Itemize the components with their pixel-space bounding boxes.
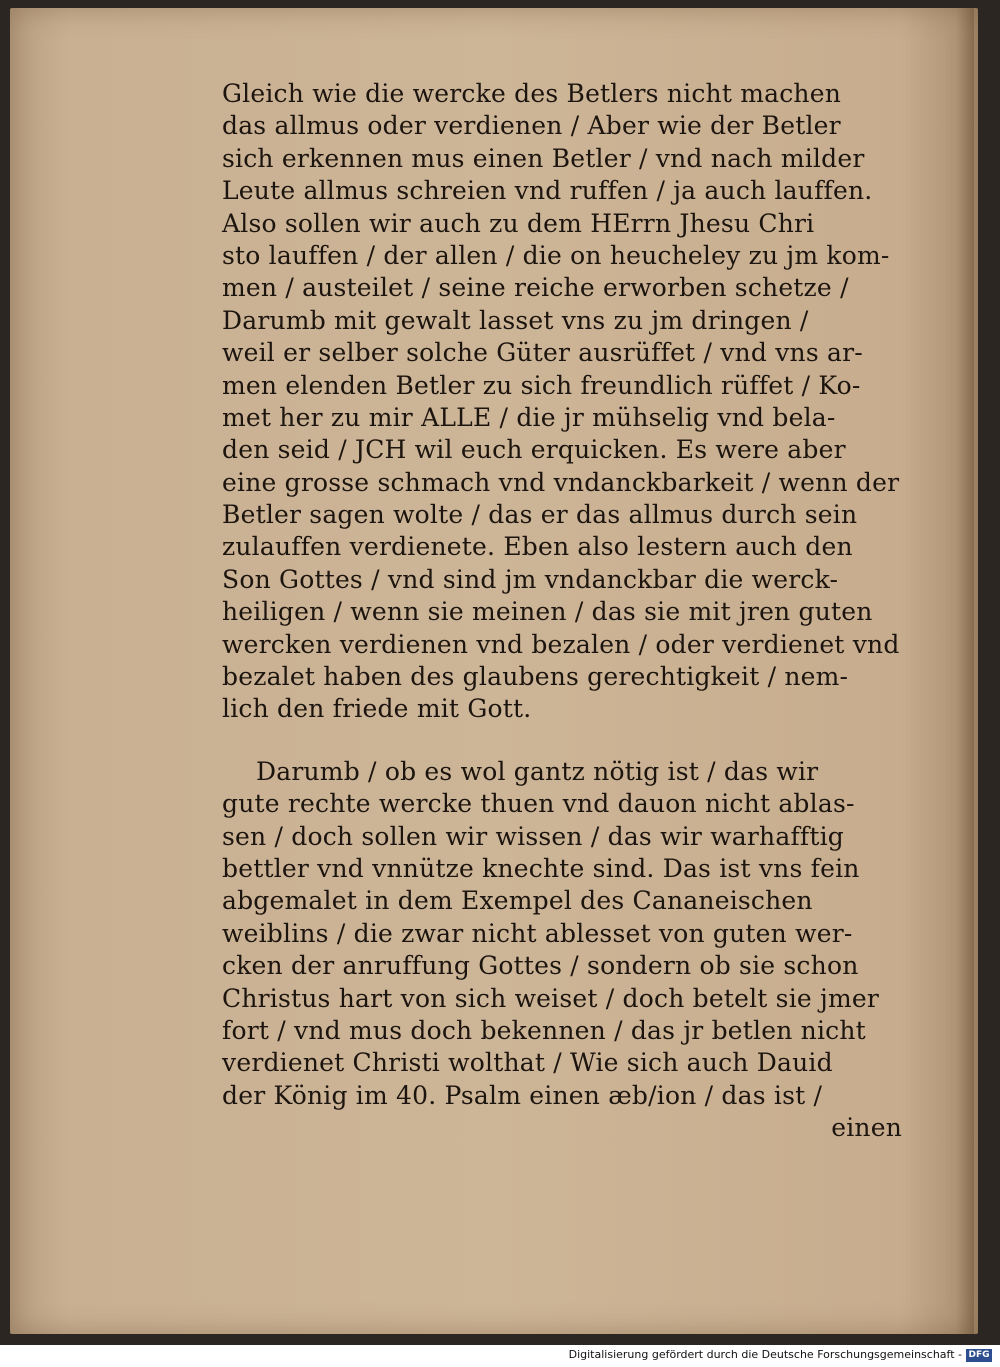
dfg-logo: DFG bbox=[966, 1349, 992, 1362]
text-line: das allmus oder verdienen / Aber wie der Betler bbox=[222, 111, 841, 141]
footer-bar bbox=[0, 1345, 1000, 1367]
text-line: men elenden Betler zu sich freundlich rüffet / Ko- bbox=[222, 370, 861, 400]
paragraph-gap bbox=[222, 726, 912, 756]
text-line: met her zu mir ALLE / die jr mühselig vnd bela- bbox=[222, 402, 836, 432]
text-line: lich den friede mit Gott. bbox=[222, 694, 532, 724]
text-line: sto lauffen / der allen / die on heucheley zu jm kom- bbox=[222, 240, 890, 270]
text-line: weiblins / die zwar nicht ablesset von guten wer- bbox=[222, 918, 853, 948]
text-line: Betler sagen wolte / das er das allmus durch sein bbox=[222, 500, 858, 530]
page-edge-shadow bbox=[956, 8, 974, 1334]
text-line: fort / vnd mus doch bekennen / das jr betlen nicht bbox=[222, 1015, 866, 1045]
text-line: Darumb / ob es wol gantz nötig ist / das wir bbox=[256, 756, 819, 786]
paragraph-2 bbox=[222, 756, 912, 1145]
text-line: Christus hart von sich weiset / doch betelt sie jmer bbox=[222, 983, 880, 1013]
text-line: sen / doch sollen wir wissen / das wir warhafftig bbox=[222, 821, 845, 851]
text-line: men / austeilet / seine reiche erworben schetze / bbox=[222, 273, 849, 303]
text-line: eine grosse schmach vnd vndanckbarkeit / wenn der bbox=[222, 467, 900, 497]
page-text bbox=[222, 78, 912, 1145]
text-line: der König im 40. Psalm einen æb/ion / das ist / bbox=[222, 1080, 823, 1110]
funding-credit: Digitalisierung gefördert durch die Deutsche Forschungsgemeinschaft - bbox=[568, 1348, 962, 1361]
text-line: bezalet haben des glaubens gerechtigkeit / nem- bbox=[222, 662, 849, 692]
text-line: verdienet Christi wolthat / Wie sich auch Dauid bbox=[222, 1048, 833, 1078]
text-line: Darumb mit gewalt lasset vns zu jm dringen / bbox=[222, 305, 809, 335]
text-line: wercken verdienen vnd bezalen / oder verdienet vnd bbox=[222, 629, 900, 659]
text-line: Gleich wie die wercke des Betlers nicht machen bbox=[222, 79, 842, 108]
text-line: Son Gottes / vnd sind jm vndanckbar die werck- bbox=[222, 564, 839, 594]
text-line: gute rechte wercke thuen vnd dauon nicht ablas- bbox=[222, 789, 855, 819]
text-line: heiligen / wenn sie meinen / das sie mit jren guten bbox=[222, 597, 873, 627]
text-line: Also sollen wir auch zu dem HErrn Jhesu Chri bbox=[222, 208, 815, 238]
text-line: den seid / JCH wil euch erquicken. Es were aber bbox=[222, 435, 846, 465]
text-line: sich erkennen mus einen Betler / vnd nach milder bbox=[222, 143, 865, 173]
text-line: cken der anruffung Gottes / sondern ob sie schon bbox=[222, 951, 859, 981]
catchword: einen bbox=[831, 1113, 902, 1143]
text-line: bettler vnd vnnütze knechte sind. Das ist vns fein bbox=[222, 853, 860, 883]
text-line: zulauffen verdienete. Eben also lestern auch den bbox=[222, 532, 853, 562]
paragraph-1 bbox=[222, 78, 912, 726]
text-line: weil er selber solche Güter ausrüffet / vnd vns ar- bbox=[222, 338, 863, 368]
text-line: Leute allmus schreien vnd ruffen / ja auch lauffen. bbox=[222, 176, 873, 206]
text-line: abgemalet in dem Exempel des Cananeischen bbox=[222, 886, 813, 916]
